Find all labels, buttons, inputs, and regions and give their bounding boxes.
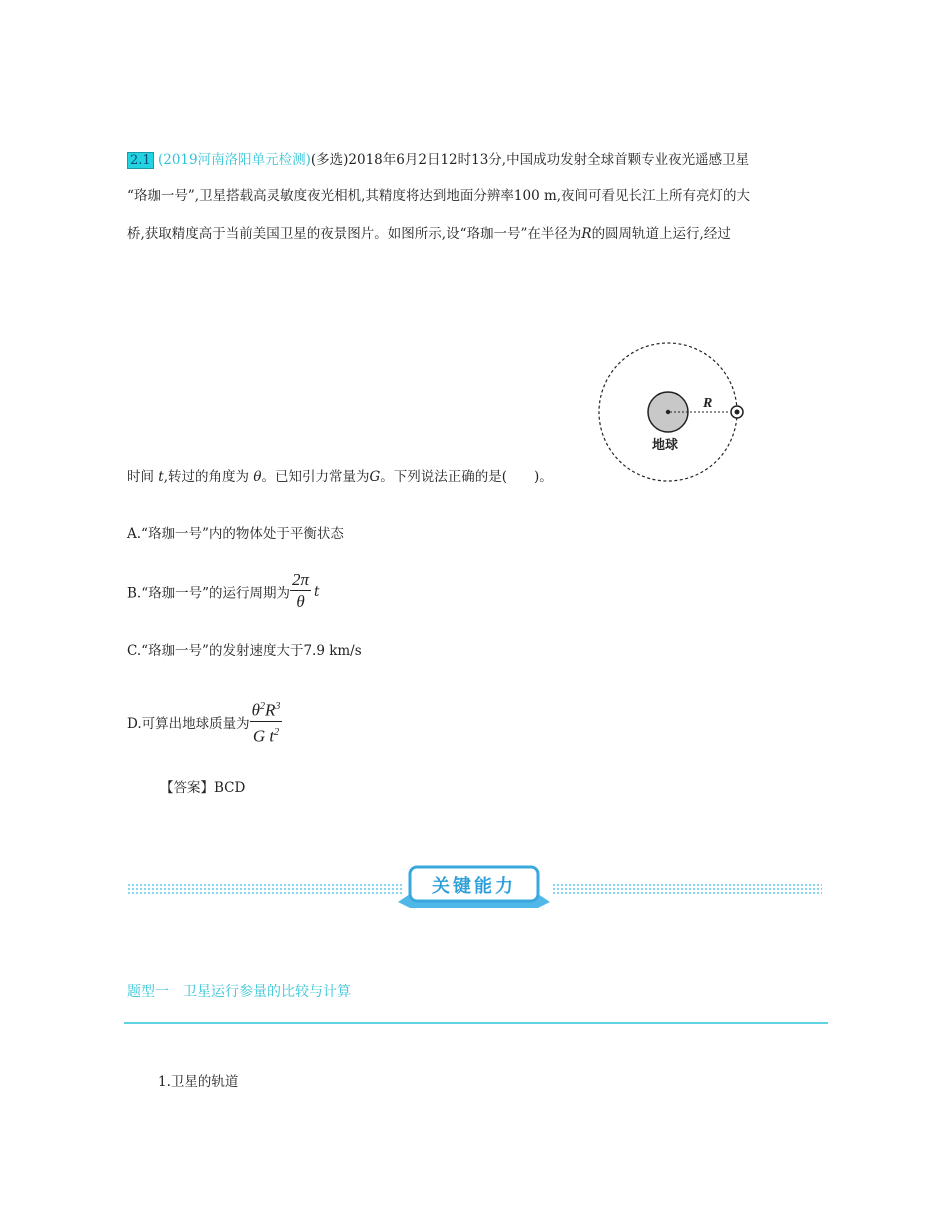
banner-badge (396, 864, 552, 910)
answer-text: 【答案】BCD (160, 780, 246, 796)
question-line-3: 桥,获取精度高于当前美国卫星的夜景图片。如图所示,设“珞珈一号”在半径为R的圆周轨道上运行,经过 (127, 226, 731, 242)
question-number[interactable]: 2.1 (127, 152, 154, 169)
section-divider (124, 1022, 828, 1024)
option-b: B.“珞珈一号”的运行周期为 $\frac{2\pi}{\theta}$ t (127, 570, 320, 611)
fraction-mass: $\frac{\theta^2R^3}{G t^2}$ (250, 697, 283, 747)
section-item-1: 1.卫星的轨道 (158, 1074, 239, 1090)
question-text-1: (多选)2018年6月2日12时13分,中国成功发射全球首颗专业夜光遥感卫星 (310, 152, 750, 168)
radius-label: R (703, 396, 713, 411)
orbit-diagram (596, 338, 746, 488)
option-a: A.“珞珈一号”内的物体处于平衡状态 (127, 526, 344, 542)
option-d: D.可算出地球质量为 $\frac{\theta^2R^3}{G t^2}$ (127, 697, 282, 747)
banner-text: 关键能力 (432, 876, 516, 897)
option-c: C.“珞珈一号”的发射速度大于7.9 km/s (127, 643, 362, 659)
earth-center-dot (666, 410, 670, 414)
fraction-period: $\frac{2\pi}{\theta}$ (292, 570, 310, 611)
satellite-core (735, 410, 740, 415)
question-line-1 (127, 150, 749, 171)
earth-label: 地球 (652, 438, 679, 453)
question-line-4: 时间 t,转过的角度为 θ。已知引力常量为G。下列说法正确的是( )。 (127, 469, 553, 485)
banner-dots-left (127, 883, 402, 895)
question-source[interactable]: (2019河南洛阳单元检测) (157, 152, 311, 168)
question-line-2: “珞珈一号”,卫星搭载高灵敏度夜光相机,其精度将达到地面分辨率100 m,夜间可看见长江上所有亮灯的大 (127, 188, 751, 204)
section-title: 题型一 卫星运行参量的比较与计算 (127, 984, 351, 1000)
banner-dots-right (552, 883, 822, 895)
